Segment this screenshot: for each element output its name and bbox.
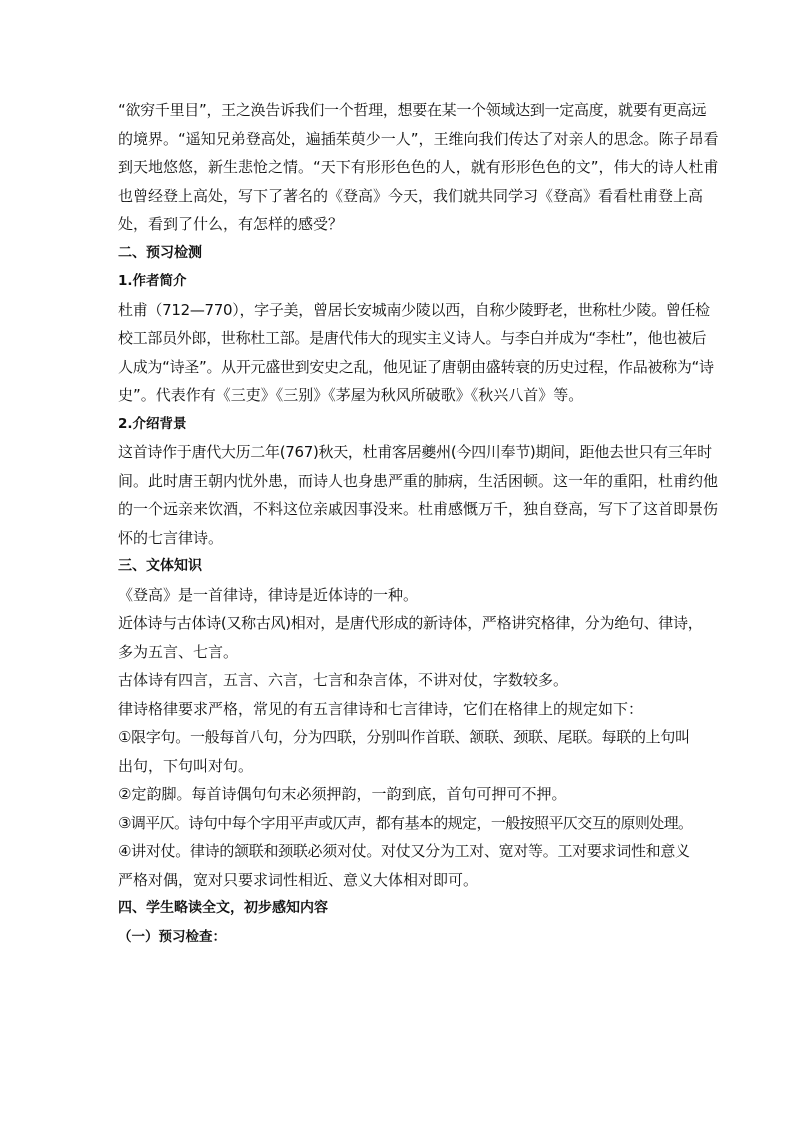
subheading-background: 2.介绍背景 (118, 415, 187, 432)
text-line: “欲穷千里目”，王之涣告诉我们一个哲理，想要在某一个领域达到一定高度，就要有更高远 (118, 101, 707, 119)
text-line: ④讲对仗。律诗的颔联和颈联必须对仗。对仗又分为工对、宽对等。工对要求词性和意义 (118, 842, 690, 860)
text-line: 怀的七言律诗。 (118, 528, 224, 547)
text-line: ②定韵脚。每首诗偶句句末必须押韵，一韵到底，首句可押可不押。 (118, 785, 567, 803)
section-heading-preview: 二、预习检测 (118, 244, 202, 261)
intro-paragraph (118, 96, 719, 239)
text-line: 的境界。“遥知兄弟登高处，遍插茱萸少一人”，王维向我们传达了对亲人的思念。陈子昂看 (118, 129, 719, 148)
text-line: 校工部员外郎，世称杜工部。是唐代伟大的现实主义诗人。与李白并成为“李杜”，他也被后 (118, 329, 707, 347)
text-line: 到天地悠悠，新生悲怆之情。“天下有形形色色的人，就有形形色色的文”，伟大的诗人杜甫 (118, 158, 719, 176)
text-line: 严格对偶，宽对只要求词性相近、意义大体相对即可。 (118, 870, 479, 889)
text-line: ①限字句。一般每首八句，分为四联，分别叫作首联、颔联、颈联、尾联。每联的上句叫 (118, 728, 690, 746)
text-line: 人成为“诗圣”。从开元盛世到安史之乱，他见证了唐朝由盛转衰的历史过程，作品被称为“诗 (118, 357, 714, 376)
background-paragraph (118, 438, 719, 552)
text-line: 间。此时唐王朝内忧外患，而诗人也身患严重的肺病，生活困顿。这一年的重阳，杜甫约他 (118, 471, 719, 490)
text-line: 处，看到了什么，有怎样的感受？ (118, 215, 344, 233)
text-line: ③调平仄。诗句中每个字用平声或仄声，都有基本的规定，一般按照平仄交互的原则处理。 (118, 813, 693, 832)
text-line: 古体诗有四言，五言、六言，七言和杂言体，不讲对仗，字数较多。 (118, 671, 569, 689)
text-line: 出句，下句叫对句。 (118, 756, 254, 775)
text-line: 的一个远亲来饮酒，不料这位亲戚因事没来。杜甫感慨万千，独自登高，写下了这首即景伤 (118, 500, 719, 518)
text-line: 近体诗与古体诗(又称古风)相对，是唐代形成的新诗体，严格讲究格律，分为绝句、律诗， (118, 614, 703, 632)
section-heading-genre: 三、文体知识 (118, 558, 202, 574)
text-line: 《登高》是一首律诗，律诗是近体诗的一种。 (118, 585, 419, 604)
genre-paragraph (118, 581, 703, 895)
section-heading-reading: 四、学生略读全文，初步感知内容 (118, 900, 328, 916)
text-line: 杜甫（712—770），字子美，曾居长安城南少陵以西，自称少陵野老，世称杜少陵。曾任检 (118, 300, 710, 319)
subheading-author: 1.作者简介 (118, 273, 187, 289)
text-line: 多为五言、七言。 (118, 642, 239, 661)
text-line: 史”。代表作有《三吏》《三别》《茅屋为秋风所破歌》《秋兴八首》等。 (118, 386, 584, 404)
document-page (118, 96, 719, 951)
text-line: 也曾经登上高处，写下了著名的《登高》今天，我们就共同学习《登高》看看杜甫登上高 (118, 186, 704, 205)
subheading-preview-check: （一）预习检查： (118, 928, 226, 945)
text-line: 律诗格律要求严格，常见的有五言律诗和七言律诗，它们在格律上的规定如下： (118, 699, 644, 718)
author-paragraph (118, 296, 714, 410)
text-line: 这首诗作于唐代大历二年(767)秋天，杜甫客居夔州(今四川奉节)期间，距他去世只有三年时 (118, 443, 712, 461)
